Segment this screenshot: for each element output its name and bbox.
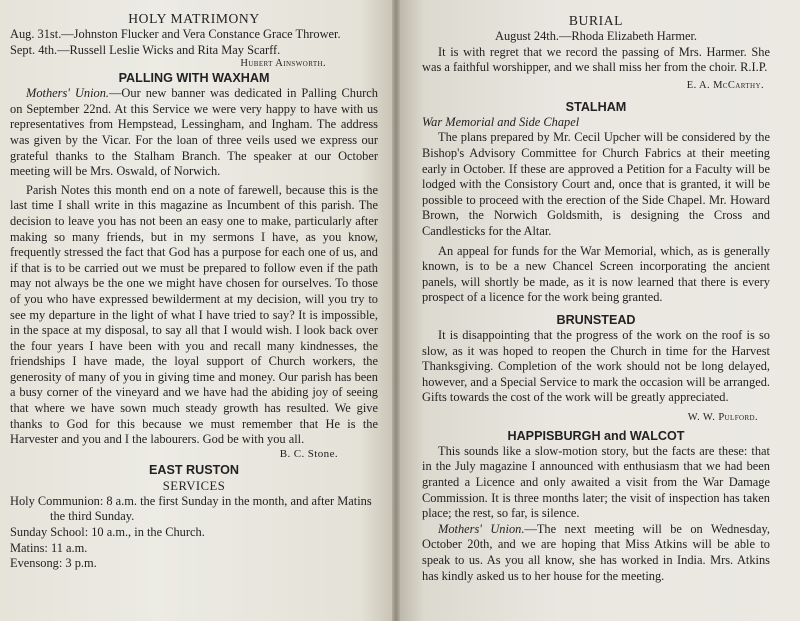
stalham-heading: STALHAM: [565, 99, 627, 114]
service-item: Matins: 11 a.m.: [10, 540, 88, 555]
service-item: Evensong: 3 p.m.: [10, 556, 97, 571]
happisburgh-heading: HAPPISBURGH and WALCOT: [507, 428, 685, 443]
mothers-union-lead: Mothers' Union.: [26, 86, 110, 101]
palling-heading: PALLING WITH WAXHAM: [118, 71, 270, 86]
matrimony-signature: Hubert Ainsworth.: [240, 58, 326, 70]
stalham-paragraph: An appeal for funds for the War Memorial, which, as is generally known, is to be a new Chancel Screen incorporating the ancient panels, will shortly be made, as it is now learned that there is every prospect of a licence for the work being granted.: [422, 243, 770, 305]
east-ruston-heading: EAST RUSTON: [148, 462, 240, 477]
happisburgh-mothers-union-paragraph: [422, 522, 770, 584]
stalham-subheading: War Memorial and Side Chapel: [422, 114, 580, 129]
brunstead-signature: W. W. Pulford.: [687, 411, 758, 423]
burial-paragraph: It is with regret that we record the passing of Mrs. Harmer. She was a faithful worshipper, and we shall miss her from the choir. R.I.P.: [422, 44, 770, 75]
happisburgh-mu-lead: Mothers' Union.: [438, 521, 525, 536]
burial-heading: BURIAL: [568, 13, 624, 28]
mothers-union-text: —Our new banner was dedicated in Palling Church on September 22nd. At this Service we were very happy to have with us representatives from Hempstead, Lessingham, and Ingham. The address was given by the Vicar. For the loan of three veils used we express our grateful thanks to the Stalham Branch. The speaker at our October meeting will be Mrs. Oswald, of Norwich.: [10, 86, 378, 179]
matrimony-heading: HOLY MATRIMONY: [128, 11, 260, 26]
matrimony-entry: Sept. 4th.—Russell Leslie Wicks and Rita May Scarff.: [10, 42, 281, 57]
burial-entry: August 24th.—Rhoda Elizabeth Harmer.: [495, 29, 697, 43]
mothers-union-paragraph: [10, 86, 378, 180]
happisburgh-paragraph: This sounds like a slow-motion story, but the facts are these: that in the July magazine I announced with enthusiasm that we had been granted a Licence and only awaited a visit from the War Damage Commission. It is three months later; the visit of inspection has taken place; the rest, so far, is silence.: [422, 443, 770, 521]
brunstead-heading: BRUNSTEAD: [556, 312, 636, 327]
right-page: [400, 0, 800, 621]
book-gutter: [392, 0, 400, 621]
farewell-paragraph: Parish Notes this month end on a note of farewell, because this is the last time I shall write in this magazine as Incumbent of this parish. The decision to leave you has not been an easy one to make, particularly after making so many friends, but in my sermons I have, as you know, frequently stressed the fact that God has a purpose for each one of us, and if that is to be carried out we must be prepared to follow even if the path may not always be the one we might have chosen for ourselves. To those of you who have expressed bewilderment at my decision, will you try to see my departure in the light of what I have tried to say? It is impossible, in the space at my disposal, to say all that I would wish. I look back over the four years I have been with you and recall many kindnesses, the friendships I have made, the loyal support of Church workers, the generosity of many of you in giving time and money. Our parish has been a busy corner of the vineyard and we have had the abiding joy of seeing that where we have sown much steady growth has resulted. We give thanks to God for this because we must remember that He is the Harvester and you and I the labourers. God be with you all.: [10, 182, 378, 447]
happisburgh-mu-text: —The next meeting will be on Wednesday, October 20th, and we are hoping that Miss Atkins will be able to speak to us. As you all know, she has worked in India. Mrs. Atkins has kindly asked us to her house for the meeting.: [422, 521, 771, 583]
service-item: Sunday School: 10 a.m., in the Church.: [10, 525, 205, 540]
services-heading: SERVICES: [162, 478, 226, 493]
brunstead-paragraph: It is disappointing that the progress of the work on the roof is so slow, as it was hoped to reopen the Church in time for the Harvest Thanksgiving. Completion of the work should not be long delayed, however, and a Special Service to mark the occasion will be arranged. Gifts towards the cost of the work will be greatly appreciated.: [422, 327, 770, 405]
stalham-paragraph: The plans prepared by Mr. Cecil Upcher will be considered by the Bishop's Advisory Committee for Church Fabrics at their meeting early in October. If these are approved a Petition for a Faculty will be lodged with the Consistory Court and, once that is granted, it will be possible to proceed with the erection of the Side Chapel. Mr. Howard Brown, the Norwich Goldsmith, is designing the Cross and Candlesticks for the Altar.: [422, 130, 770, 238]
burial-signature: E. A. McCarthy.: [686, 79, 764, 91]
left-page: [0, 0, 392, 621]
matrimony-entry: Aug. 31st.—Johnston Flucker and Vera Constance Grace Thrower.: [10, 27, 341, 41]
service-item: Holy Communion: 8 a.m. the first Sunday in the month, and after Matins the third Sunday.: [10, 493, 372, 524]
farewell-signature: B. C. Stone.: [279, 447, 338, 460]
